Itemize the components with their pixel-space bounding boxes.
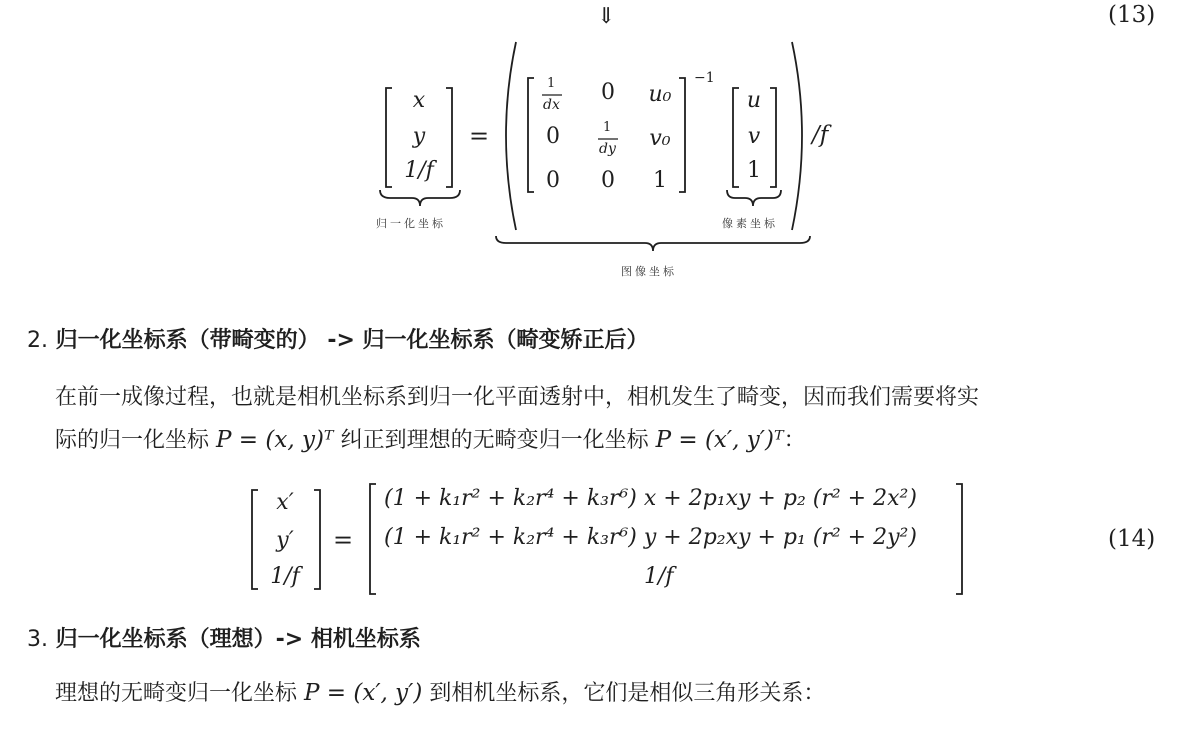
frac-den-dx: dx xyxy=(543,97,560,113)
down-arrow-icon: ⇓ xyxy=(597,4,616,29)
frac-num-2: 1 xyxy=(603,120,612,135)
para-text-a: 际的归一化坐标 xyxy=(55,428,210,453)
math-P-prime: P = (x′, y′) xyxy=(304,680,423,706)
frac-num: 1 xyxy=(547,76,556,91)
lhs14-x: x′ xyxy=(276,490,294,515)
equation-number-14: (14) xyxy=(1108,526,1156,552)
para-text-b: 纠正到理想的无畸变归一化坐标 xyxy=(340,428,649,453)
lhs-1f: 1/f xyxy=(404,158,434,183)
equation-number: (13) xyxy=(1108,2,1156,28)
section-3-heading xyxy=(27,622,421,653)
math-P-xy: P = (x, y)ᵀ xyxy=(216,427,334,453)
equals-sign: = xyxy=(469,122,490,150)
equals-sign-14: = xyxy=(333,526,354,554)
m-2-1: 0 xyxy=(601,168,615,193)
uv-1: 1 xyxy=(747,158,761,183)
frac-den-dy: dy xyxy=(599,141,616,157)
uv-v: v xyxy=(747,124,761,149)
lhs14-y: y′ xyxy=(276,528,294,553)
eq14-row-3: 1/f xyxy=(644,564,674,589)
section-3-para xyxy=(55,672,825,715)
section-2-title: 归一化坐标系（带畸变的） -> 归一化坐标系（畸变矫正后） xyxy=(55,328,649,353)
label-image: 图像坐标 xyxy=(621,265,677,278)
m-2-2: 1 xyxy=(653,168,667,193)
lhs14-1f: 1/f xyxy=(270,564,300,589)
math-P-xy-prime: P = (x′, y′)ᵀ xyxy=(655,427,784,453)
para-text-c: ： xyxy=(783,428,806,453)
lhs-y: y xyxy=(412,124,426,149)
section-2-para-line1: 在前一成像过程，也就是相机坐标系到归一化平面透射中，相机发生了畸变，因而我们需要将实 xyxy=(55,385,980,410)
m-1-0: 0 xyxy=(546,124,560,149)
label-pixel: 像素坐标 xyxy=(722,217,778,230)
div-f: /f xyxy=(812,122,829,148)
uv-u: u xyxy=(746,88,762,113)
m-2-0: 0 xyxy=(546,168,560,193)
m-0-2: u₀ xyxy=(648,82,672,107)
section-3-number: 3. xyxy=(27,627,48,652)
section-2-number: 2. xyxy=(27,328,48,353)
para3-text-b: 到相机坐标系，它们是相似三角形关系： xyxy=(429,681,826,706)
para3-text-a: 理想的无畸变归一化坐标 xyxy=(55,681,298,706)
inverse-exponent: −1 xyxy=(694,70,715,86)
eq14-row-2: (1 + k₁r² + k₂r⁴ + k₃r⁶) y + 2p₂xy + p₁ (r² + 2y²) xyxy=(384,525,917,550)
label-normalized: 归一化坐标 xyxy=(376,217,446,230)
lhs-x: x xyxy=(412,88,426,113)
m-1-2: v₀ xyxy=(649,126,671,151)
m-0-1: 0 xyxy=(601,80,615,105)
section-3-title: 归一化坐标系（理想）-> 相机坐标系 xyxy=(55,627,421,652)
eq14-row-1: (1 + k₁r² + k₂r⁴ + k₃r⁶) x + 2p₁xy + p₂ (r² + 2x²) xyxy=(384,486,917,511)
